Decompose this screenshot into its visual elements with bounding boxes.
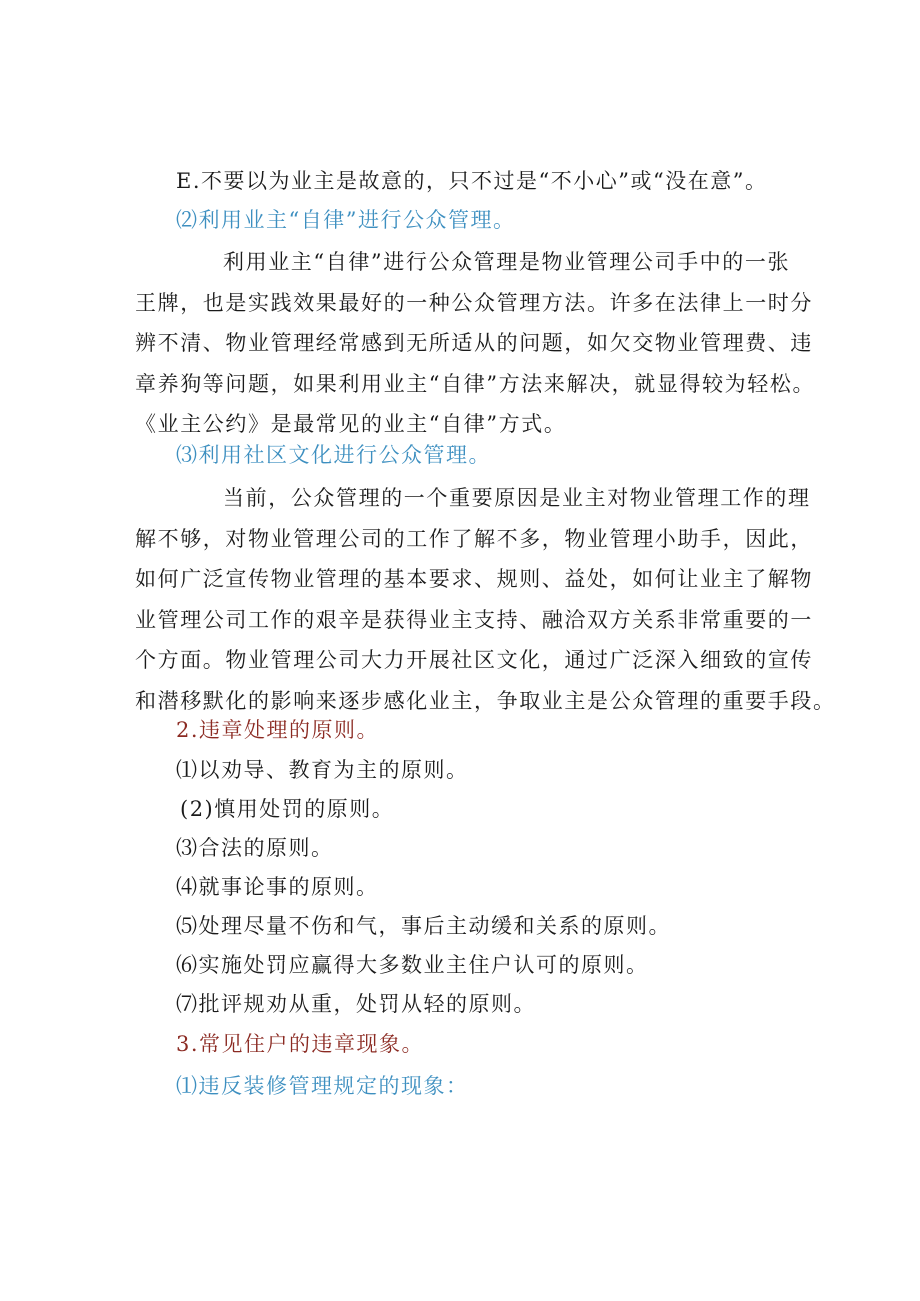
principle-item: ⑺批评规劝从重，处罚从轻的原则。 xyxy=(176,992,536,1016)
paragraph-line: 如何广泛宣传物业管理的基本要求、规则、益处，如何让业主了解物 xyxy=(135,567,813,591)
paragraph-line: 《业主公约》是最常见的业主“自律”方式。 xyxy=(135,412,567,436)
subheading-community-culture: ⑶利用社区文化进行公众管理。 xyxy=(176,443,491,467)
paragraph-line: 解不够，对物业管理公司的工作了解不多，物业管理小助手，因此， xyxy=(135,526,813,551)
paragraph-line: 王牌，也是实践效果最好的一种公众管理方法。许多在法律上一时分 xyxy=(135,290,813,315)
paragraph-line: 利用业主“自律”进行公众管理是物业管理公司手中的一张 xyxy=(223,250,791,274)
principle-item: ⑷就事论事的原则。 xyxy=(176,875,379,899)
paragraph-self-discipline xyxy=(135,242,816,445)
principle-item: (2)慎用处罚的原则。 xyxy=(180,797,395,821)
principle-item: ⑸处理尽量不伤和气，事后主动缓和关系的原则。 xyxy=(176,914,671,938)
principle-item: ⑶合法的原则。 xyxy=(176,836,334,860)
principle-item: ⑴以劝导、教育为主的原则。 xyxy=(176,758,469,782)
subheading-decoration-violations: ⑴违反装修管理规定的现象： xyxy=(176,1074,469,1098)
heading-principles: 2.违章处理的原则。 xyxy=(176,718,380,742)
item-e: E.不要以为业主是故意的，只不过是“不小心”或“没在意”。 xyxy=(176,169,768,193)
principle-item: ⑹实施处罚应赢得大多数业主住户认可的原则。 xyxy=(176,953,649,977)
paragraph-line: 个方面。物业管理公司大力开展社区文化，通过广泛深入细致的宣传 xyxy=(135,648,813,672)
paragraph-line: 业管理公司工作的艰辛是获得业主支持、融洽双方关系非常重要的一 xyxy=(135,607,813,632)
paragraph-community-culture xyxy=(135,478,836,721)
paragraph-line: 当前，公众管理的一个重要原因是业主对物业管理工作的理 xyxy=(223,486,811,510)
paragraph-line: 章养狗等问题，如果利用业主“自律”方法来解决，就显得较为轻松。 xyxy=(135,371,816,396)
subheading-self-discipline: ⑵利用业主“自律”进行公众管理。 xyxy=(176,208,516,232)
paragraph-line: 和潜移默化的影响来逐步感化业主，争取业主是公众管理的重要手段。 xyxy=(135,688,836,713)
paragraph-line: 辨不清、物业管理经常感到无所适从的问题，如欠交物业管理费、违 xyxy=(135,331,813,355)
heading-violations: 3.常见住户的违章现象。 xyxy=(176,1032,425,1056)
